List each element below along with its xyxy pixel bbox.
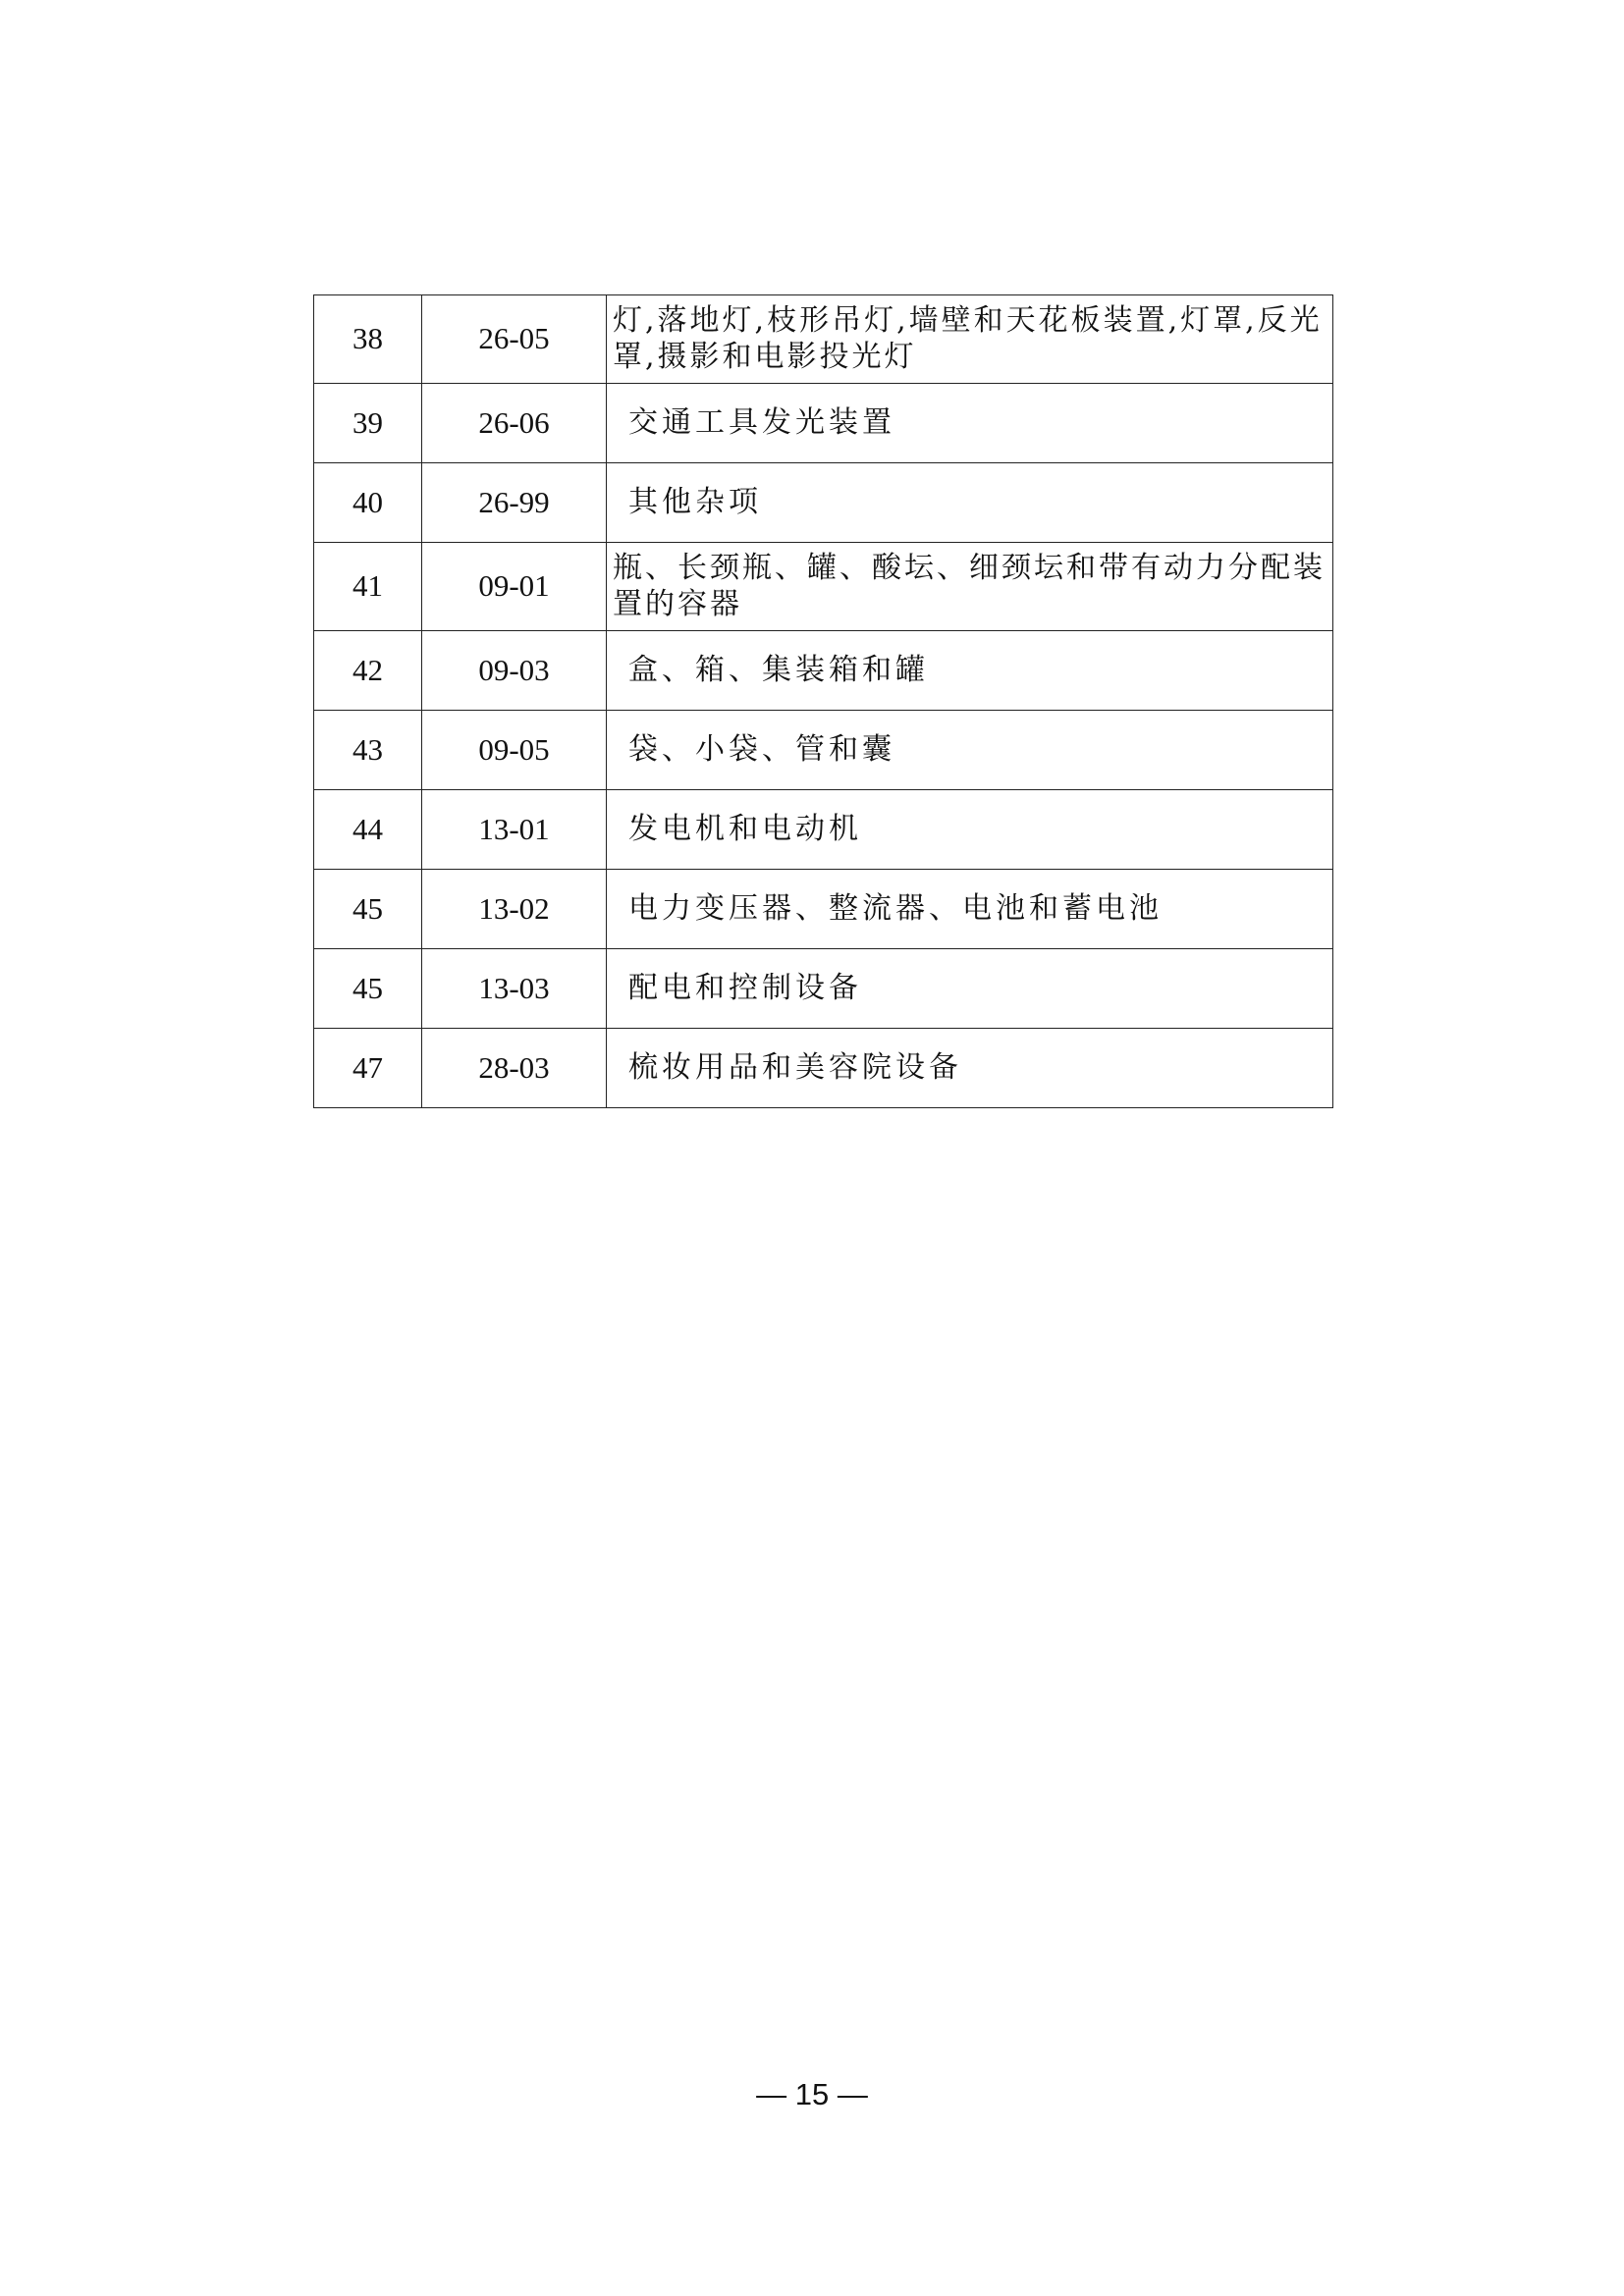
table-row — [314, 543, 1333, 631]
class-description: 袋、小袋、管和囊 — [607, 711, 1333, 790]
class-code: 13-02 — [422, 870, 607, 949]
class-code: 09-05 — [422, 711, 607, 790]
row-number: 45 — [314, 949, 422, 1029]
table-row — [314, 631, 1333, 711]
table-row — [314, 790, 1333, 870]
row-number: 43 — [314, 711, 422, 790]
table-row — [314, 949, 1333, 1029]
page-number: — 15 — — [756, 2077, 868, 2111]
class-code: 26-06 — [422, 384, 607, 463]
class-description: 发电机和电动机 — [607, 790, 1333, 870]
table-row — [314, 463, 1333, 543]
table-row — [314, 711, 1333, 790]
class-description: 灯,落地灯,枝形吊灯,墙壁和天花板装置,灯罩,反光罩,摄影和电影投光灯 — [607, 295, 1333, 384]
row-number: 47 — [314, 1029, 422, 1108]
class-code: 13-03 — [422, 949, 607, 1029]
row-number: 44 — [314, 790, 422, 870]
table-row — [314, 870, 1333, 949]
class-description: 电力变压器、整流器、电池和蓄电池 — [607, 870, 1333, 949]
table-row — [314, 384, 1333, 463]
class-description: 交通工具发光装置 — [607, 384, 1333, 463]
classification-table — [313, 294, 1333, 1108]
class-description: 梳妆用品和美容院设备 — [607, 1029, 1333, 1108]
class-code: 26-99 — [422, 463, 607, 543]
class-description: 盒、箱、集装箱和罐 — [607, 631, 1333, 711]
table-row — [314, 295, 1333, 384]
row-number: 41 — [314, 543, 422, 631]
row-number: 45 — [314, 870, 422, 949]
row-number: 40 — [314, 463, 422, 543]
class-code: 13-01 — [422, 790, 607, 870]
class-code: 09-01 — [422, 543, 607, 631]
class-description: 瓶、长颈瓶、罐、酸坛、细颈坛和带有动力分配装置的容器 — [607, 543, 1333, 631]
row-number: 38 — [314, 295, 422, 384]
table-row — [314, 1029, 1333, 1108]
class-code: 28-03 — [422, 1029, 607, 1108]
class-description: 其他杂项 — [607, 463, 1333, 543]
class-code: 09-03 — [422, 631, 607, 711]
class-code: 26-05 — [422, 295, 607, 384]
row-number: 39 — [314, 384, 422, 463]
row-number: 42 — [314, 631, 422, 711]
class-description: 配电和控制设备 — [607, 949, 1333, 1029]
